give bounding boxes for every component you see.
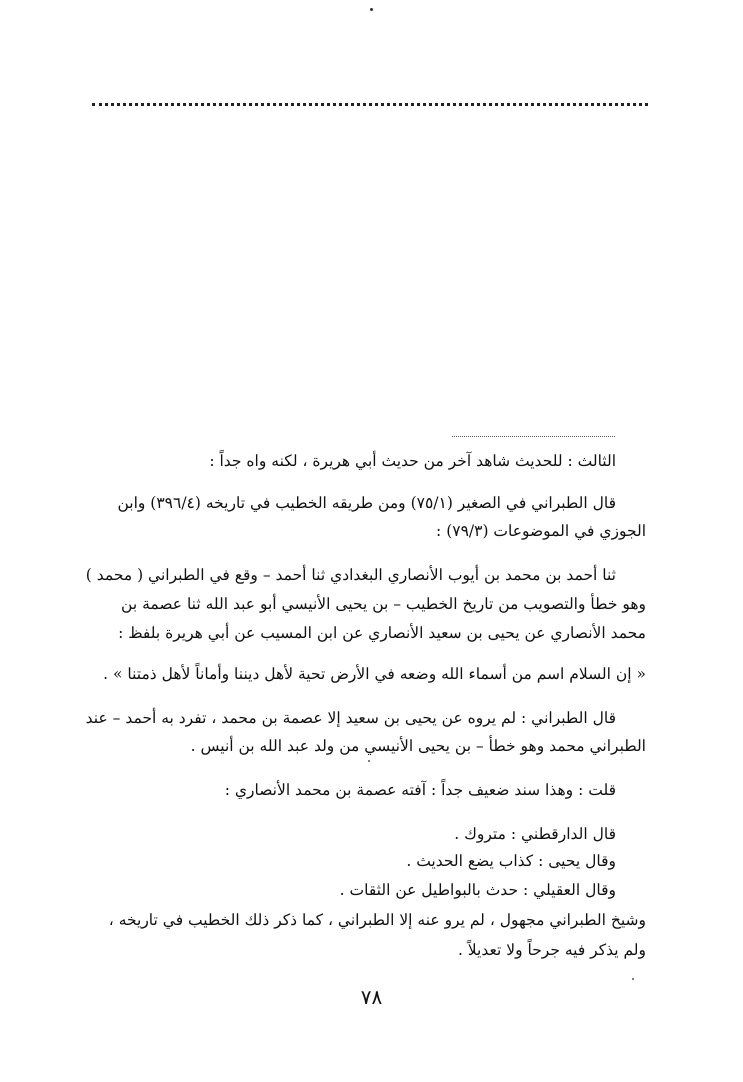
isnad-line-2: وهو خطأ والتصويب من تاريخ الخطيب – بن يحيى الأنيسي أبو عبد الله ثنا عصمة بن xyxy=(121,595,646,613)
section-dotted-rule xyxy=(452,436,615,437)
paragraph-third-heading: الثالث : للحديث شاهد آخر من حديث أبي هريرة ، لكنه واه جداً : xyxy=(209,452,616,470)
paragraph-tabarani-line-1: قال الطبراني في الصغير (٧٥/١) ومن طريقه الخطيب في تاريخه (٣٩٦/٤) وابن xyxy=(117,494,616,512)
paragraph-tabarani-line-2: الجوزي في الموضوعات (٧٩/٣) : xyxy=(436,522,646,540)
stray-mark xyxy=(632,978,634,980)
isnad-line-3: محمد الأنصاري عن يحيى بن سعيد الأنصاري عن ابن المسيب عن أبي هريرة بلفظ : xyxy=(118,624,646,642)
hadith-text: « إن السلام اسم من أسماء الله وضعه في الأرض تحية لأهل ديننا وأماناً لأهل ذمتنا » . xyxy=(103,665,646,683)
shaykh-line-2: ولم يذكر فيه جرحاً ولا تعديلاً . xyxy=(457,941,646,959)
header-dotted-rule xyxy=(92,103,648,106)
top-mark xyxy=(370,8,373,11)
stray-mark xyxy=(368,760,370,762)
isnad-line-1: ثنا أحمد بن محمد بن أيوب الأنصاري البغدادي ثنا أحمد – وقع في الطبراني ( محمد ) xyxy=(85,566,616,584)
tabarani-comment-line-2: الطبراني محمد وهو خطأ – بن يحيى الأنيسي من ولد عبد الله بن أنيس . xyxy=(190,737,646,755)
author-comment: قلت : وهذا سند ضعيف جداً : آفته عصمة بن محمد الأنصاري : xyxy=(224,781,616,799)
daraqutni-opinion: قال الدارقطني : متروك . xyxy=(454,825,616,843)
tabarani-comment-line-1: قال الطبراني : لم يروه عن يحيى بن سعيد إلا عصمة بن محمد ، تفرد به أحمد – عند xyxy=(85,709,616,727)
uqayli-opinion: وقال العقيلي : حدث بالبواطيل عن الثقات . xyxy=(339,881,616,899)
yahya-opinion: وقال يحيى : كذاب يضع الحديث . xyxy=(406,852,616,870)
shaykh-line-1: وشيخ الطبراني مجهول ، لم يرو عنه إلا الطبراني ، كما ذكر ذلك الخطيب في تاريخه ، xyxy=(108,911,646,929)
page-number: ٧٨ xyxy=(360,985,383,1009)
